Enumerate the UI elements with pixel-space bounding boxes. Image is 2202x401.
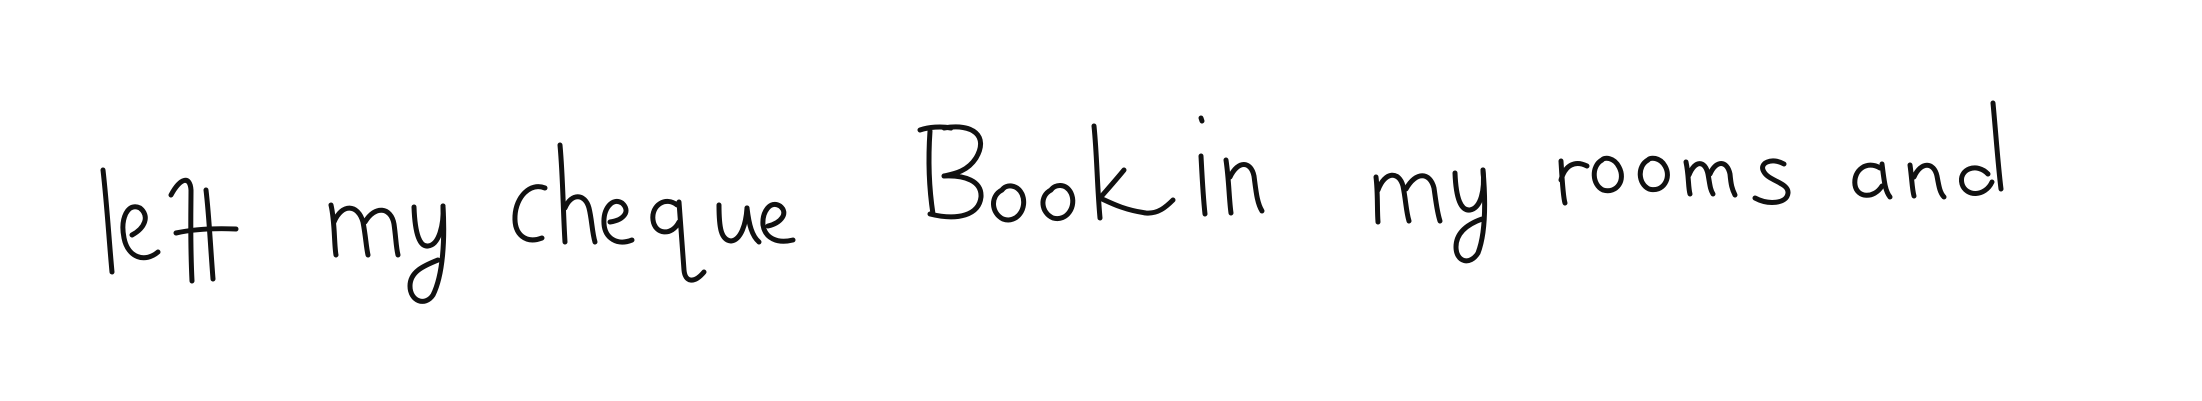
handwriting-transcript — [100, 128, 2100, 318]
